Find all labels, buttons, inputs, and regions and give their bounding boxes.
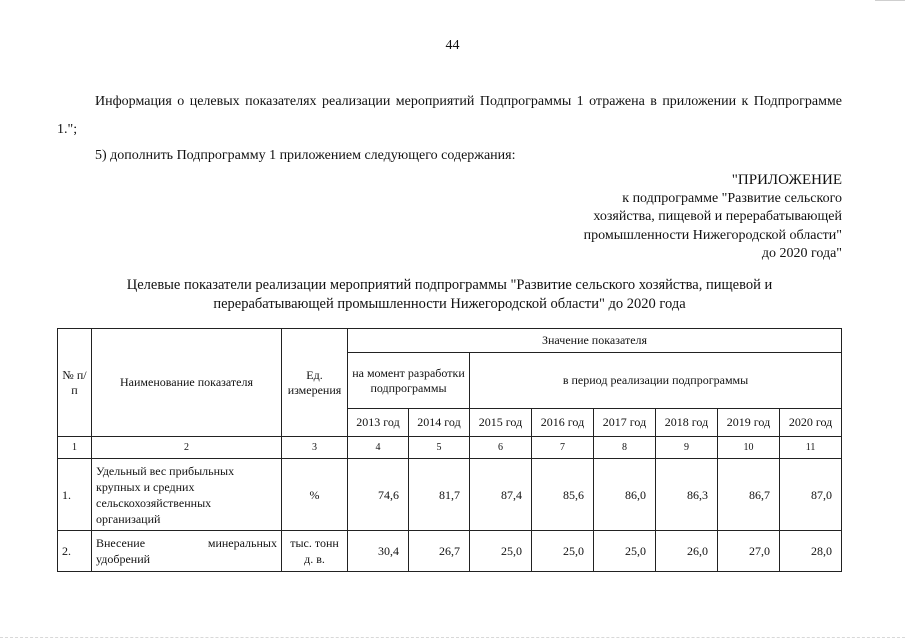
appendix-line: хозяйства, пищевой и перерабатывающей xyxy=(593,209,842,224)
column-index: 3 xyxy=(282,437,348,459)
column-index: 7 xyxy=(532,437,594,459)
row-unit: % xyxy=(282,459,348,531)
appendix-line: до 2020 года" xyxy=(761,246,842,261)
row-value: 25,0 xyxy=(532,531,594,572)
row-unit: тыс. тонн д. в. xyxy=(282,531,348,572)
header-year: 2016 год xyxy=(532,409,594,437)
column-index: 5 xyxy=(409,437,470,459)
header-at-development: на момент разработки подпрограммы xyxy=(348,353,470,409)
column-index: 10 xyxy=(718,437,780,459)
header-year: 2019 год xyxy=(718,409,780,437)
row-value: 25,0 xyxy=(594,531,656,572)
indicators-table xyxy=(57,328,842,572)
header-year: 2017 год xyxy=(594,409,656,437)
row-value: 86,0 xyxy=(594,459,656,531)
column-index-row xyxy=(58,437,842,459)
header-year: 2018 год xyxy=(656,409,718,437)
header-unit: Ед. измерения xyxy=(282,329,348,437)
column-index: 6 xyxy=(470,437,532,459)
row-value: 86,7 xyxy=(718,459,780,531)
row-name: Удельный вес прибыльных крупных и средних сельскохозяйственных организаций xyxy=(92,459,282,531)
column-index: 2 xyxy=(92,437,282,459)
row-value: 87,0 xyxy=(780,459,842,531)
row-value: 81,7 xyxy=(409,459,470,531)
appendix-line: промышленности Нижегородской области" xyxy=(583,227,842,243)
row-name-line: Внесение минеральных xyxy=(96,536,277,550)
row-value: 85,6 xyxy=(532,459,594,531)
column-index: 1 xyxy=(58,437,92,459)
table-row xyxy=(58,531,842,572)
column-index: 8 xyxy=(594,437,656,459)
header-year: 2015 год xyxy=(470,409,532,437)
paragraph-amendment: 5) дополнить Подпрограмму 1 приложением следующего содержания: xyxy=(95,148,516,163)
row-num: 2. xyxy=(58,531,92,572)
table-row xyxy=(58,459,842,531)
header-num: № п/п xyxy=(58,329,92,437)
scan-bottom-edge xyxy=(0,631,905,638)
row-value: 26,0 xyxy=(656,531,718,572)
table-title xyxy=(57,276,842,314)
header-in-period: в период реализации подпрограммы xyxy=(470,353,842,409)
row-value: 87,4 xyxy=(470,459,532,531)
row-value: 30,4 xyxy=(348,531,409,572)
header-year: 2020 год xyxy=(780,409,842,437)
header-year: 2014 год xyxy=(409,409,470,437)
row-value: 28,0 xyxy=(780,531,842,572)
header-name: Наименование показателя xyxy=(92,329,282,437)
row-value: 74,6 xyxy=(348,459,409,531)
scan-corner-mark xyxy=(875,0,905,7)
table-title-line: Целевые показатели реализации мероприятий подпрограммы "Развитие сельского хозяйства, пищевой и xyxy=(126,277,773,293)
header-year: 2013 год xyxy=(348,409,409,437)
page-number: 44 xyxy=(445,38,460,53)
column-index: 4 xyxy=(348,437,409,459)
row-value: 27,0 xyxy=(718,531,780,572)
paragraph-targets-info: Информация о целевых показателях реализации мероприятий Подпрограммы 1 отражена в приложении к Подпрограмме 1."; xyxy=(57,94,842,137)
appendix-title: "ПРИЛОЖЕНИЕ xyxy=(731,172,842,188)
header-value: Значение показателя xyxy=(348,329,842,353)
appendix-line: к подпрограмме "Развитие сельского xyxy=(622,190,842,206)
column-index: 11 xyxy=(780,437,842,459)
appendix-header xyxy=(584,171,842,264)
row-name xyxy=(92,531,282,572)
row-num: 1. xyxy=(58,459,92,531)
row-value: 86,3 xyxy=(656,459,718,531)
row-name-line: удобрений xyxy=(96,552,151,566)
row-value: 25,0 xyxy=(470,531,532,572)
table-title-line: перерабатывающей промышленности Нижегородской области" до 2020 года xyxy=(213,296,686,312)
column-index: 9 xyxy=(656,437,718,459)
row-value: 26,7 xyxy=(409,531,470,572)
